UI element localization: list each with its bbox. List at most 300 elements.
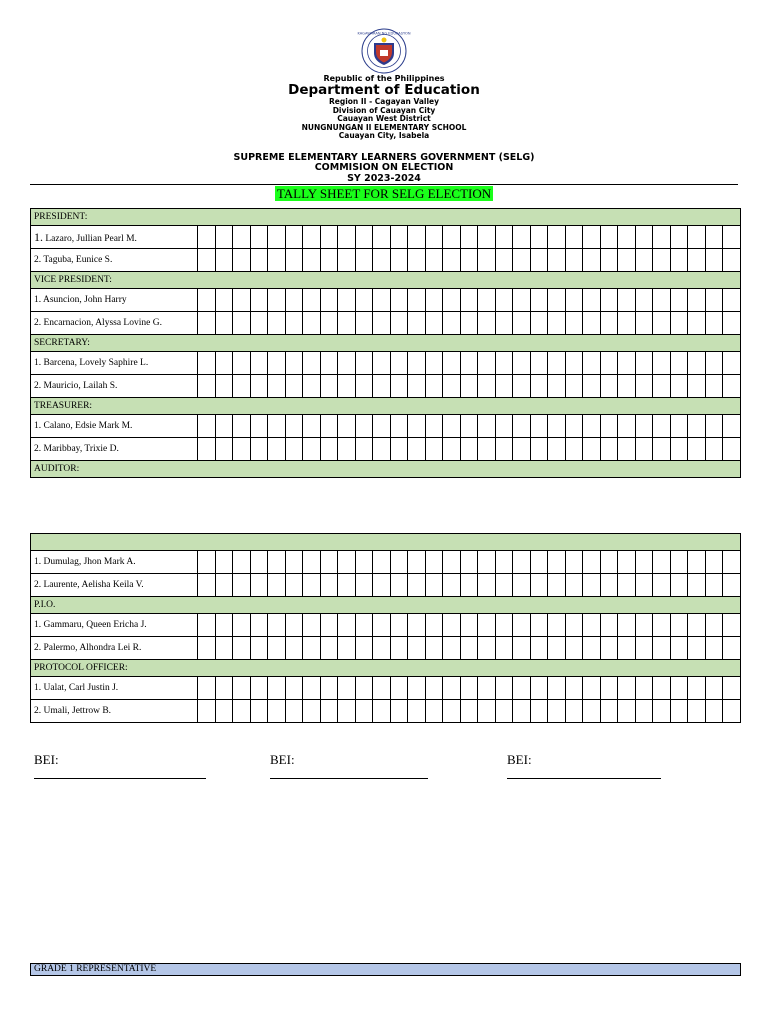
tally-box[interactable] xyxy=(635,289,653,312)
tally-box[interactable] xyxy=(478,249,496,272)
tally-box[interactable] xyxy=(548,551,566,574)
tally-box[interactable] xyxy=(233,415,251,438)
tally-box[interactable] xyxy=(268,574,286,597)
tally-box[interactable] xyxy=(495,312,513,335)
tally-box[interactable] xyxy=(495,352,513,375)
tally-box[interactable] xyxy=(338,574,356,597)
tally-box[interactable] xyxy=(688,677,706,700)
tally-box[interactable] xyxy=(495,438,513,461)
tally-box[interactable] xyxy=(303,438,321,461)
tally-box[interactable] xyxy=(390,574,408,597)
tally-box[interactable] xyxy=(408,700,426,723)
tally-box[interactable] xyxy=(723,375,741,398)
tally-box[interactable] xyxy=(268,375,286,398)
tally-box[interactable] xyxy=(565,312,583,335)
tally-box[interactable] xyxy=(250,700,268,723)
tally-box[interactable] xyxy=(198,637,216,660)
tally-box[interactable] xyxy=(373,614,391,637)
tally-box[interactable] xyxy=(320,614,338,637)
tally-box[interactable] xyxy=(303,226,321,249)
tally-box[interactable] xyxy=(320,637,338,660)
tally-box[interactable] xyxy=(233,614,251,637)
tally-box[interactable] xyxy=(303,551,321,574)
tally-box[interactable] xyxy=(548,438,566,461)
tally-box[interactable] xyxy=(530,312,548,335)
tally-box[interactable] xyxy=(233,352,251,375)
tally-box[interactable] xyxy=(688,289,706,312)
tally-box[interactable] xyxy=(443,375,461,398)
tally-box[interactable] xyxy=(495,700,513,723)
tally-box[interactable] xyxy=(250,415,268,438)
tally-box[interactable] xyxy=(513,226,531,249)
tally-box[interactable] xyxy=(600,614,618,637)
tally-box[interactable] xyxy=(478,637,496,660)
tally-box[interactable] xyxy=(425,551,443,574)
tally-box[interactable] xyxy=(478,574,496,597)
tally-box[interactable] xyxy=(548,226,566,249)
tally-box[interactable] xyxy=(268,677,286,700)
tally-box[interactable] xyxy=(390,249,408,272)
tally-box[interactable] xyxy=(705,438,723,461)
tally-box[interactable] xyxy=(653,375,671,398)
tally-box[interactable] xyxy=(513,312,531,335)
tally-box[interactable] xyxy=(303,312,321,335)
tally-box[interactable] xyxy=(443,637,461,660)
tally-box[interactable] xyxy=(600,637,618,660)
tally-box[interactable] xyxy=(355,438,373,461)
tally-box[interactable] xyxy=(443,249,461,272)
tally-box[interactable] xyxy=(653,226,671,249)
tally-box[interactable] xyxy=(705,312,723,335)
tally-box[interactable] xyxy=(373,415,391,438)
tally-box[interactable] xyxy=(688,637,706,660)
tally-box[interactable] xyxy=(320,312,338,335)
tally-box[interactable] xyxy=(215,415,233,438)
tally-box[interactable] xyxy=(303,415,321,438)
tally-box[interactable] xyxy=(618,438,636,461)
tally-box[interactable] xyxy=(583,415,601,438)
tally-box[interactable] xyxy=(618,289,636,312)
tally-box[interactable] xyxy=(565,700,583,723)
tally-box[interactable] xyxy=(688,415,706,438)
tally-box[interactable] xyxy=(635,551,653,574)
tally-box[interactable] xyxy=(285,574,303,597)
tally-box[interactable] xyxy=(565,289,583,312)
tally-box[interactable] xyxy=(198,289,216,312)
tally-box[interactable] xyxy=(355,226,373,249)
tally-box[interactable] xyxy=(233,637,251,660)
tally-box[interactable] xyxy=(530,249,548,272)
tally-box[interactable] xyxy=(565,352,583,375)
tally-box[interactable] xyxy=(390,289,408,312)
tally-box[interactable] xyxy=(723,226,741,249)
tally-box[interactable] xyxy=(565,574,583,597)
tally-box[interactable] xyxy=(425,226,443,249)
tally-box[interactable] xyxy=(233,438,251,461)
tally-box[interactable] xyxy=(583,614,601,637)
tally-box[interactable] xyxy=(670,574,688,597)
tally-box[interactable] xyxy=(635,249,653,272)
tally-box[interactable] xyxy=(635,700,653,723)
tally-box[interactable] xyxy=(583,574,601,597)
tally-box[interactable] xyxy=(373,249,391,272)
tally-box[interactable] xyxy=(338,637,356,660)
tally-box[interactable] xyxy=(583,677,601,700)
tally-box[interactable] xyxy=(390,352,408,375)
tally-box[interactable] xyxy=(513,438,531,461)
tally-box[interactable] xyxy=(495,677,513,700)
tally-box[interactable] xyxy=(670,249,688,272)
tally-box[interactable] xyxy=(688,375,706,398)
tally-box[interactable] xyxy=(215,614,233,637)
tally-box[interactable] xyxy=(460,415,478,438)
tally-box[interactable] xyxy=(478,700,496,723)
tally-box[interactable] xyxy=(460,551,478,574)
tally-box[interactable] xyxy=(653,677,671,700)
tally-box[interactable] xyxy=(250,614,268,637)
tally-box[interactable] xyxy=(478,415,496,438)
tally-box[interactable] xyxy=(355,375,373,398)
tally-box[interactable] xyxy=(723,637,741,660)
tally-box[interactable] xyxy=(705,677,723,700)
tally-box[interactable] xyxy=(460,352,478,375)
tally-box[interactable] xyxy=(723,614,741,637)
tally-box[interactable] xyxy=(618,637,636,660)
tally-box[interactable] xyxy=(268,312,286,335)
tally-box[interactable] xyxy=(565,551,583,574)
tally-box[interactable] xyxy=(390,614,408,637)
tally-box[interactable] xyxy=(513,614,531,637)
tally-box[interactable] xyxy=(495,637,513,660)
tally-box[interactable] xyxy=(688,226,706,249)
tally-box[interactable] xyxy=(548,614,566,637)
tally-box[interactable] xyxy=(338,551,356,574)
tally-box[interactable] xyxy=(548,574,566,597)
tally-box[interactable] xyxy=(408,249,426,272)
tally-box[interactable] xyxy=(250,574,268,597)
tally-box[interactable] xyxy=(600,289,618,312)
tally-box[interactable] xyxy=(338,700,356,723)
tally-box[interactable] xyxy=(425,614,443,637)
tally-box[interactable] xyxy=(635,352,653,375)
tally-box[interactable] xyxy=(443,289,461,312)
tally-box[interactable] xyxy=(618,574,636,597)
tally-box[interactable] xyxy=(478,551,496,574)
tally-box[interactable] xyxy=(513,289,531,312)
tally-box[interactable] xyxy=(583,249,601,272)
tally-box[interactable] xyxy=(670,438,688,461)
tally-box[interactable] xyxy=(530,700,548,723)
tally-box[interactable] xyxy=(250,249,268,272)
tally-box[interactable] xyxy=(250,551,268,574)
tally-box[interactable] xyxy=(548,312,566,335)
tally-box[interactable] xyxy=(355,249,373,272)
tally-box[interactable] xyxy=(635,312,653,335)
tally-box[interactable] xyxy=(688,438,706,461)
tally-box[interactable] xyxy=(285,375,303,398)
tally-box[interactable] xyxy=(583,637,601,660)
tally-box[interactable] xyxy=(600,375,618,398)
tally-box[interactable] xyxy=(408,352,426,375)
tally-box[interactable] xyxy=(390,551,408,574)
tally-box[interactable] xyxy=(460,574,478,597)
tally-box[interactable] xyxy=(215,226,233,249)
tally-box[interactable] xyxy=(198,312,216,335)
tally-box[interactable] xyxy=(320,438,338,461)
tally-box[interactable] xyxy=(198,249,216,272)
tally-box[interactable] xyxy=(303,614,321,637)
tally-box[interactable] xyxy=(495,249,513,272)
tally-box[interactable] xyxy=(723,312,741,335)
tally-box[interactable] xyxy=(320,249,338,272)
tally-box[interactable] xyxy=(268,614,286,637)
tally-box[interactable] xyxy=(583,352,601,375)
tally-box[interactable] xyxy=(460,375,478,398)
tally-box[interactable] xyxy=(268,700,286,723)
tally-box[interactable] xyxy=(443,614,461,637)
tally-box[interactable] xyxy=(513,249,531,272)
tally-box[interactable] xyxy=(285,415,303,438)
tally-box[interactable] xyxy=(530,574,548,597)
tally-box[interactable] xyxy=(548,289,566,312)
tally-box[interactable] xyxy=(653,415,671,438)
tally-box[interactable] xyxy=(425,438,443,461)
tally-box[interactable] xyxy=(425,312,443,335)
tally-box[interactable] xyxy=(723,249,741,272)
tally-box[interactable] xyxy=(373,312,391,335)
tally-box[interactable] xyxy=(443,312,461,335)
tally-box[interactable] xyxy=(513,677,531,700)
tally-box[interactable] xyxy=(338,312,356,335)
tally-box[interactable] xyxy=(600,226,618,249)
tally-box[interactable] xyxy=(320,226,338,249)
tally-box[interactable] xyxy=(565,226,583,249)
tally-box[interactable] xyxy=(338,614,356,637)
tally-box[interactable] xyxy=(285,226,303,249)
tally-box[interactable] xyxy=(408,438,426,461)
tally-box[interactable] xyxy=(215,375,233,398)
tally-box[interactable] xyxy=(355,700,373,723)
tally-box[interactable] xyxy=(618,551,636,574)
tally-box[interactable] xyxy=(373,700,391,723)
tally-box[interactable] xyxy=(198,551,216,574)
tally-box[interactable] xyxy=(653,551,671,574)
tally-box[interactable] xyxy=(303,352,321,375)
tally-box[interactable] xyxy=(215,637,233,660)
tally-box[interactable] xyxy=(460,614,478,637)
tally-box[interactable] xyxy=(583,312,601,335)
tally-box[interactable] xyxy=(583,700,601,723)
tally-box[interactable] xyxy=(600,700,618,723)
tally-box[interactable] xyxy=(670,289,688,312)
tally-box[interactable] xyxy=(268,438,286,461)
tally-box[interactable] xyxy=(513,700,531,723)
tally-box[interactable] xyxy=(653,312,671,335)
tally-box[interactable] xyxy=(705,289,723,312)
tally-box[interactable] xyxy=(285,312,303,335)
tally-box[interactable] xyxy=(460,677,478,700)
tally-box[interactable] xyxy=(635,574,653,597)
tally-box[interactable] xyxy=(478,312,496,335)
tally-box[interactable] xyxy=(670,312,688,335)
tally-box[interactable] xyxy=(688,249,706,272)
tally-box[interactable] xyxy=(338,226,356,249)
tally-box[interactable] xyxy=(460,438,478,461)
tally-box[interactable] xyxy=(250,352,268,375)
tally-box[interactable] xyxy=(373,289,391,312)
tally-box[interactable] xyxy=(373,352,391,375)
tally-box[interactable] xyxy=(250,226,268,249)
tally-box[interactable] xyxy=(583,375,601,398)
tally-box[interactable] xyxy=(688,312,706,335)
tally-box[interactable] xyxy=(478,289,496,312)
tally-box[interactable] xyxy=(548,637,566,660)
tally-box[interactable] xyxy=(495,614,513,637)
tally-box[interactable] xyxy=(565,375,583,398)
tally-box[interactable] xyxy=(583,289,601,312)
tally-box[interactable] xyxy=(460,637,478,660)
tally-box[interactable] xyxy=(705,574,723,597)
tally-box[interactable] xyxy=(460,289,478,312)
tally-box[interactable] xyxy=(215,352,233,375)
tally-box[interactable] xyxy=(705,352,723,375)
tally-box[interactable] xyxy=(285,637,303,660)
tally-box[interactable] xyxy=(425,352,443,375)
tally-box[interactable] xyxy=(233,375,251,398)
tally-box[interactable] xyxy=(338,677,356,700)
tally-box[interactable] xyxy=(670,677,688,700)
tally-box[interactable] xyxy=(653,352,671,375)
tally-box[interactable] xyxy=(268,352,286,375)
tally-box[interactable] xyxy=(723,289,741,312)
tally-box[interactable] xyxy=(408,312,426,335)
tally-box[interactable] xyxy=(355,415,373,438)
tally-box[interactable] xyxy=(373,226,391,249)
tally-box[interactable] xyxy=(285,289,303,312)
tally-box[interactable] xyxy=(530,352,548,375)
tally-box[interactable] xyxy=(600,352,618,375)
tally-box[interactable] xyxy=(548,249,566,272)
tally-box[interactable] xyxy=(355,614,373,637)
tally-box[interactable] xyxy=(233,700,251,723)
tally-box[interactable] xyxy=(215,289,233,312)
tally-box[interactable] xyxy=(548,352,566,375)
tally-box[interactable] xyxy=(653,614,671,637)
tally-box[interactable] xyxy=(320,352,338,375)
tally-box[interactable] xyxy=(635,226,653,249)
tally-box[interactable] xyxy=(320,375,338,398)
tally-box[interactable] xyxy=(198,352,216,375)
tally-box[interactable] xyxy=(530,438,548,461)
tally-box[interactable] xyxy=(408,415,426,438)
tally-box[interactable] xyxy=(215,438,233,461)
tally-box[interactable] xyxy=(268,289,286,312)
tally-box[interactable] xyxy=(268,637,286,660)
tally-box[interactable] xyxy=(565,415,583,438)
tally-box[interactable] xyxy=(495,375,513,398)
tally-box[interactable] xyxy=(408,637,426,660)
tally-box[interactable] xyxy=(705,700,723,723)
tally-box[interactable] xyxy=(565,677,583,700)
tally-box[interactable] xyxy=(443,226,461,249)
tally-box[interactable] xyxy=(303,637,321,660)
tally-box[interactable] xyxy=(215,677,233,700)
tally-box[interactable] xyxy=(688,614,706,637)
tally-box[interactable] xyxy=(705,614,723,637)
tally-box[interactable] xyxy=(233,677,251,700)
tally-box[interactable] xyxy=(408,375,426,398)
tally-box[interactable] xyxy=(670,614,688,637)
tally-box[interactable] xyxy=(670,226,688,249)
tally-box[interactable] xyxy=(443,700,461,723)
tally-box[interactable] xyxy=(250,438,268,461)
tally-box[interactable] xyxy=(285,249,303,272)
tally-box[interactable] xyxy=(495,574,513,597)
tally-box[interactable] xyxy=(705,551,723,574)
tally-box[interactable] xyxy=(513,551,531,574)
tally-box[interactable] xyxy=(705,226,723,249)
tally-box[interactable] xyxy=(618,352,636,375)
tally-box[interactable] xyxy=(670,700,688,723)
tally-box[interactable] xyxy=(425,700,443,723)
tally-box[interactable] xyxy=(635,614,653,637)
tally-box[interactable] xyxy=(320,700,338,723)
tally-box[interactable] xyxy=(653,574,671,597)
tally-box[interactable] xyxy=(635,415,653,438)
tally-box[interactable] xyxy=(513,637,531,660)
tally-box[interactable] xyxy=(670,415,688,438)
tally-box[interactable] xyxy=(373,677,391,700)
tally-box[interactable] xyxy=(198,677,216,700)
tally-box[interactable] xyxy=(443,415,461,438)
tally-box[interactable] xyxy=(233,312,251,335)
tally-box[interactable] xyxy=(478,352,496,375)
tally-box[interactable] xyxy=(268,415,286,438)
tally-box[interactable] xyxy=(723,574,741,597)
tally-box[interactable] xyxy=(530,375,548,398)
tally-box[interactable] xyxy=(390,226,408,249)
tally-box[interactable] xyxy=(688,574,706,597)
tally-box[interactable] xyxy=(705,415,723,438)
tally-box[interactable] xyxy=(285,551,303,574)
tally-box[interactable] xyxy=(355,574,373,597)
tally-box[interactable] xyxy=(198,375,216,398)
tally-box[interactable] xyxy=(320,551,338,574)
tally-box[interactable] xyxy=(513,415,531,438)
tally-box[interactable] xyxy=(548,700,566,723)
tally-box[interactable] xyxy=(320,415,338,438)
tally-box[interactable] xyxy=(723,352,741,375)
tally-box[interactable] xyxy=(303,574,321,597)
tally-box[interactable] xyxy=(460,312,478,335)
tally-box[interactable] xyxy=(198,614,216,637)
tally-box[interactable] xyxy=(530,415,548,438)
tally-box[interactable] xyxy=(373,551,391,574)
tally-box[interactable] xyxy=(548,415,566,438)
tally-box[interactable] xyxy=(198,226,216,249)
tally-box[interactable] xyxy=(670,375,688,398)
tally-box[interactable] xyxy=(338,289,356,312)
tally-box[interactable] xyxy=(495,289,513,312)
tally-box[interactable] xyxy=(705,249,723,272)
tally-box[interactable] xyxy=(373,375,391,398)
tally-box[interactable] xyxy=(233,551,251,574)
tally-box[interactable] xyxy=(408,289,426,312)
tally-box[interactable] xyxy=(285,677,303,700)
tally-box[interactable] xyxy=(250,677,268,700)
tally-box[interactable] xyxy=(198,415,216,438)
tally-box[interactable] xyxy=(233,289,251,312)
